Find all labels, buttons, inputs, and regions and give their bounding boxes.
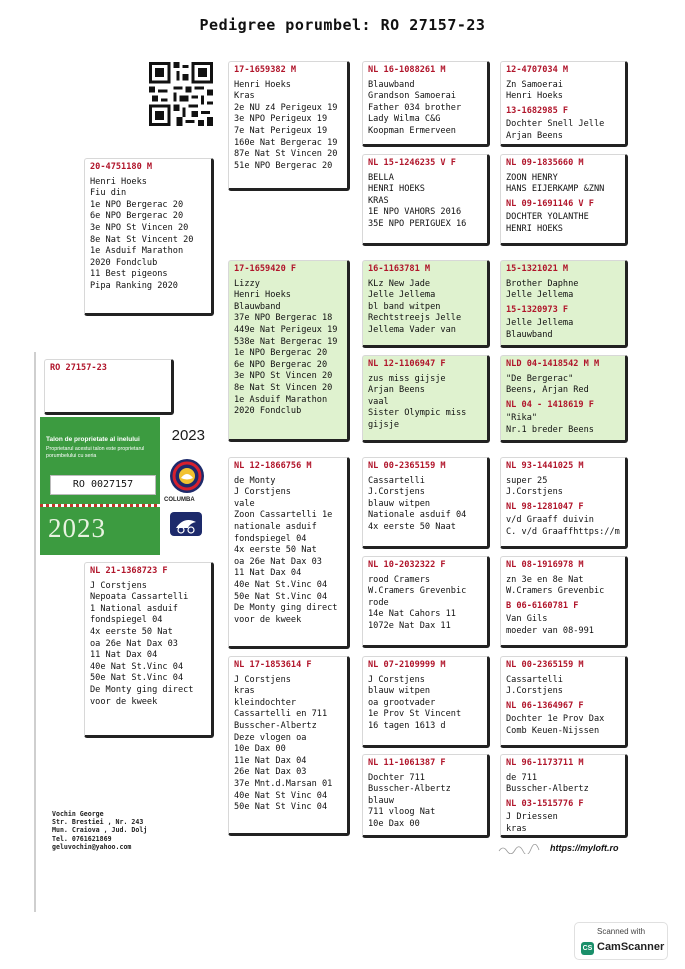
pedigree-line: 11 Nat Dax 04 [234,568,302,579]
pedigree-line: Beens, Arjan Red [506,385,589,396]
pedigree-line: KLz New Jade [368,278,431,289]
card-ssd [362,154,490,246]
pedigree-line: 2020 Fondclub [90,257,158,268]
pedigree-line: Father 034 brother [368,102,462,113]
card-g3 [500,260,628,348]
ring-number: NLD 04-1418542 M M [506,359,600,369]
ring-number: NL 10-2032322 F [368,560,446,570]
pedigree-line: 40e Nat St.Vinc 04 [234,579,328,590]
pedigree-line: 35E NPO PERIGUEX 16 [368,218,467,229]
ring-number: NL 07-2109999 M [368,660,446,670]
pedigree-line: Zoon Cassartelli 1e [234,510,333,521]
pedigree-line: Cassartelli [506,674,563,685]
pedigree-line: fondspiegel 04 [90,615,163,626]
pedigree-line: de Monty [234,475,276,486]
pedigree-line: Blauwband [234,301,281,312]
pedigree-line: 26e Nat Dax 03 [234,767,307,778]
pedigree-line: blauw witpen [368,686,431,697]
talon-title: Talon de proprietate al inelului [46,436,140,443]
pedigree-line: kleindochter [234,697,297,708]
ring-number: NL 12-1106947 F [368,359,446,369]
pedigree-line: Cassartelli en 711 [234,709,328,720]
card-dam [84,562,214,738]
pedigree-line: J Driessen [506,812,558,823]
pedigree-line: oa grootvader [368,697,436,708]
pedigree-line: 11e Nat Dax 04 [234,755,307,766]
pedigree-line: Kras [234,91,255,102]
pedigree-line: 10e Dax 00 [234,744,286,755]
pedigree-line: rode [368,597,389,608]
pedigree-line: bl band witpen [368,301,441,312]
card-sire-sire [228,61,350,191]
pedigree-line: W.Cramers Grevenbic [506,586,605,597]
talon-ring-number: RO 0027157 [50,475,156,495]
pedigree-line: blauw [368,795,394,806]
card-g7 [500,656,628,748]
pedigree-line: "Rika" [506,413,538,424]
pedigree-line: Lizzy [234,278,260,289]
ring-number: NL 12-1866756 M [234,461,312,471]
pedigree-line: 3e NPO St Vincen 20 [234,371,333,382]
pedigree-line: 3e NPO St Vincen 20 [90,222,189,233]
pedigree-line: 37e NPO Bergerac 18 [234,313,333,324]
pedigree-line: 1e Prov St Vincent [368,709,462,720]
pedigree-line: gijsje [368,419,400,430]
talon-subtitle: Proprietarul acestui talon este proprietarul porumbelului cu seria [46,446,145,459]
ring-number: NL 21-1368723 F [90,566,168,576]
pedigree-line: 3e NPO Perigeux 19 [234,114,328,125]
pedigree-line: 11 Best pigeons [90,269,168,280]
pedigree-line: Grandson Samoerai [368,91,456,102]
pedigree-line: kras [234,686,255,697]
pedigree-line: 160e Nat Bergerac 19 [234,137,338,148]
pedigree-line: Blauwband [368,79,415,90]
ring-number: 16-1163781 M [368,264,431,274]
pedigree-line: Brother Daphne [506,278,579,289]
pedigree-line: 711 vloog Nat [368,807,436,818]
ring-number: NL 09-1691146 V F [506,198,594,209]
pedigree-line: Henri Hoeks [506,91,563,102]
ring-number: NL 08-1916978 M [506,560,584,570]
camscanner-badge [574,922,668,960]
pedigree-line: voor de kweek [234,614,302,625]
ring-number: 20-4751180 M [90,162,153,172]
pigeon-logo-icon [170,512,202,536]
ring-number: NL 15-1246235 V F [368,158,456,168]
card-dss [362,457,490,549]
ring-number: NL 98-1281047 F [506,501,584,512]
pedigree-line: zn 3e en 8e Nat [506,574,584,585]
pedigree-line: nationale asduif [234,521,317,532]
pedigree-line: W.Cramers Grevenbic [368,586,467,597]
pedigree-line: HENRI HOEKS [368,184,425,195]
pedigree-line: 14e Nat Cahors 11 [368,609,456,620]
pedigree-line: 449e Nat Perigeux 19 [234,324,338,335]
owner-line: Vochin George [52,810,104,818]
pedigree-line: Dochter 1e Prov Dax [506,714,605,725]
scanner-brand: CamScanner [597,941,665,953]
ring-number: NL 04 - 1418619 F [506,399,594,410]
pedigree-line: 8e Nat St Vincen 20 [234,382,333,393]
pedigree-line: zus miss gijsje [368,373,446,384]
pedigree-line: Nationale asduif 04 [368,510,467,521]
pedigree-line: Van Gils [506,614,548,625]
pedigree-line: Cassartelli [368,475,425,486]
pedigree-line: 40e Nat St.Vinc 04 [90,661,184,672]
subject-ring: RO 27157-23 [50,363,107,373]
pedigree-line: 4x eerste 50 Naat [368,521,456,532]
pedigree-line: blauw witpen [368,498,431,509]
card-sdd [362,355,490,443]
pedigree-line: Deze vlogen oa [234,732,307,743]
ring-number: NL 06-1364967 F [506,700,584,711]
card-sire [84,158,214,316]
pedigree-line: Rechtstreejs Jelle [368,313,462,324]
pedigree-line: 50e Nat St Vinc 04 [234,802,328,813]
card-dds [362,656,490,748]
card-g2 [500,154,628,246]
ring-number: 13-1682985 F [506,105,569,116]
pedigree-line: Henri Hoeks [234,290,291,301]
ring-number: NL 09-1835660 M [506,158,584,168]
ring-number: NL 93-1441025 M [506,461,584,471]
pedigree-line: Jelle Jellema [506,290,574,301]
scanner-caption: Scanned with [596,927,646,936]
pedigree-line: Henri Hoeks [234,79,291,90]
pedigree-line: oa 26e Nat Dax 03 [234,556,322,567]
pedigree-line: J.Corstjens [506,487,563,498]
ring-ownership-card [40,417,213,555]
pedigree-line: Zn Samoerai [506,79,563,90]
pedigree-line: Jellema Vader van [368,324,456,335]
pedigree-line: Jelle Jellema [506,318,574,329]
owner-address [52,810,147,851]
pedigree-line: HENRI HOEKS [506,223,563,234]
talon-year-big: 2023 [48,513,106,543]
pedigree-line: 6e NPO Bergerac 20 [234,359,328,370]
card-dsd [362,556,490,648]
pedigree-line: J Corstjens [368,674,425,685]
card-g6 [500,556,628,648]
card-sss [362,61,490,147]
website-link[interactable]: https://myloft.ro [550,843,619,853]
pedigree-line: Lady Wilma C&G [368,114,441,125]
pedigree-line: oa 26e Nat Dax 03 [90,638,178,649]
pedigree-line: KRAS [368,195,389,206]
card-g5 [500,457,628,549]
qr-code-icon [149,62,213,126]
ring-number: B 06-6160781 F [506,600,579,611]
pedigree-line: moeder van 08-991 [506,625,594,636]
card-g1 [500,61,628,147]
pedigree-line: Jelle Jellema [368,290,436,301]
owner-email: geluvochin@yahoo.com [52,842,132,851]
pedigree-line: Blauwband [506,329,553,340]
pedigree-line: voor de kweek [90,696,158,707]
owner-line: Str. Brestiei , Nr. 243 [52,818,144,827]
owner-line: Mun. Craiova , Jud. Dolj [52,826,148,835]
pedigree-line: HANS EIJERKAMP &ZNN [506,184,605,195]
pedigree-line: 87e Nat St Vincen 20 [234,149,338,160]
pedigree-line: J.Corstjens [506,686,563,697]
pedigree-line: 1E NPO VAHORS 2016 [368,207,462,218]
pedigree-line: J Corstjens [234,487,291,498]
pedigree-line: Arjan Beens [506,130,563,141]
pedigree-line: Busscher-Albertz [234,720,317,731]
pedigree-line: vaal [368,396,389,407]
ring-number: NL 00-2365159 M [506,660,584,670]
card-sire-dam [228,260,350,442]
talon-year-top: 2023 [171,427,205,444]
pedigree-line: Nepoata Cassartelli [90,592,189,603]
columba-emblem-icon [168,457,206,495]
pedigree-line: Henri Hoeks [90,176,147,187]
pedigree-line: de 711 [506,772,538,783]
pedigree-line: Busscher-Albertz [368,784,451,795]
ring-number: NL 00-2365159 M [368,461,446,471]
ring-number: 17-1659382 M [234,65,297,75]
pedigree-line: 1 National asduif [90,603,178,614]
pedigree-line: ZOON HENRY [506,172,558,183]
ring-number: 12-4707034 M [506,65,569,75]
ring-number: 15-1320973 F [506,304,569,315]
card-sds [362,260,490,348]
pedigree-line: "De Bergerac" [506,373,574,384]
pedigree-line: BELLA [368,172,394,183]
pedigree-line: v/d Graaff duivin [506,515,594,526]
pedigree-line: fondspiegel 04 [234,533,307,544]
pedigree-line: 538e Nat Bergerac 19 [234,336,338,347]
pedigree-line: 50e Nat St.Vinc 04 [234,591,328,602]
pedigree-line: Fiu din [90,188,127,199]
card-dam-dam [228,656,350,836]
ring-number: NL 96-1173711 M [506,758,584,768]
card-dam-sire [228,457,350,649]
card-subject [44,359,174,415]
pedigree-line: Dochter 711 [368,772,425,783]
talon-brand: COLUMBA [164,497,195,503]
talon-stripe [40,504,160,507]
ring-number: NL 17-1853614 F [234,660,312,670]
pedigree-line: Dochter Snell Jelle [506,119,605,130]
signature-scribble-icon [498,844,544,854]
card-g4 [500,355,628,443]
pedigree-line: 2e NU z4 Perigeux 19 [234,102,338,113]
pedigree-line: C. v/d Graaffhttps://m [506,526,620,537]
pedigree-line: De Monty ging direct [90,684,194,695]
camscanner-logo-icon: CS [581,942,594,955]
pedigree-line: 1e NPO Bergerac 20 [234,348,328,359]
pedigree-line: DOCHTER YOLANTHE [506,212,589,223]
page-edge-line [34,352,36,912]
pedigree-line: 4x eerste 50 Nat [90,626,173,637]
pedigree-line: 11 Nat Dax 04 [90,650,158,661]
pedigree-line: 10e Dax 00 [368,818,420,829]
owner-line: Tel. 0761621869 [52,834,112,843]
pedigree-line: 2020 Fondclub [234,406,302,417]
pedigree-line: vale [234,498,255,509]
pedigree-line: Busscher-Albertz [506,784,589,795]
ring-number: NL 11-1061387 F [368,758,446,768]
pedigree-line: 4x eerste 50 Nat [234,545,317,556]
pedigree-line: 16 tagen 1613 d [368,720,446,731]
pedigree-line: 1e Asduif Marathon [234,394,328,405]
pedigree-line: Koopman Ermerveen [368,125,456,136]
page-title: Pedigree porumbel: RO 27157-23 [199,16,486,34]
pedigree-line: 50e Nat St.Vinc 04 [90,673,184,684]
pedigree-line: Arjan Beens [368,385,425,396]
ring-number: 17-1659420 F [234,264,297,274]
card-g8 [500,754,628,838]
pedigree-line: J Corstjens [90,580,147,591]
pedigree-line: 40e Nat St Vinc 04 [234,790,328,801]
ring-number: 15-1321021 M [506,264,569,274]
pedigree-line: kras [506,823,527,834]
pedigree-line: super 25 [506,475,548,486]
pedigree-line: Pipa Ranking 2020 [90,280,178,291]
pedigree-line: J Corstjens [234,674,291,685]
pedigree-line: 1072e Nat Dax 11 [368,620,451,631]
pedigree-line: 51e NPO Bergerac 20 [234,160,333,171]
pedigree-line: De Monty ging direct [234,603,338,614]
pedigree-line: 8e Nat St Vincent 20 [90,234,194,245]
ring-number: NL 03-1515776 F [506,798,584,809]
pedigree-line: Comb Keuen-Nijssen [506,725,600,736]
card-ddd [362,754,490,838]
pedigree-line: 1e Asduif Marathon [90,246,184,257]
pedigree-line: 37e Mnt.d.Marsan 01 [234,778,333,789]
pedigree-line: Nr.1 breder Beens [506,424,594,435]
pedigree-line: 6e NPO Bergerac 20 [90,211,184,222]
ring-number: NL 16-1088261 M [368,65,446,75]
pedigree-line: 7e Nat Perigeux 19 [234,125,328,136]
pedigree-line: 1e NPO Bergerac 20 [90,199,184,210]
pedigree-line: rood Cramers [368,574,431,585]
pedigree-line: Sister Olympic miss [368,408,467,419]
pedigree-line: J.Corstjens [368,487,425,498]
